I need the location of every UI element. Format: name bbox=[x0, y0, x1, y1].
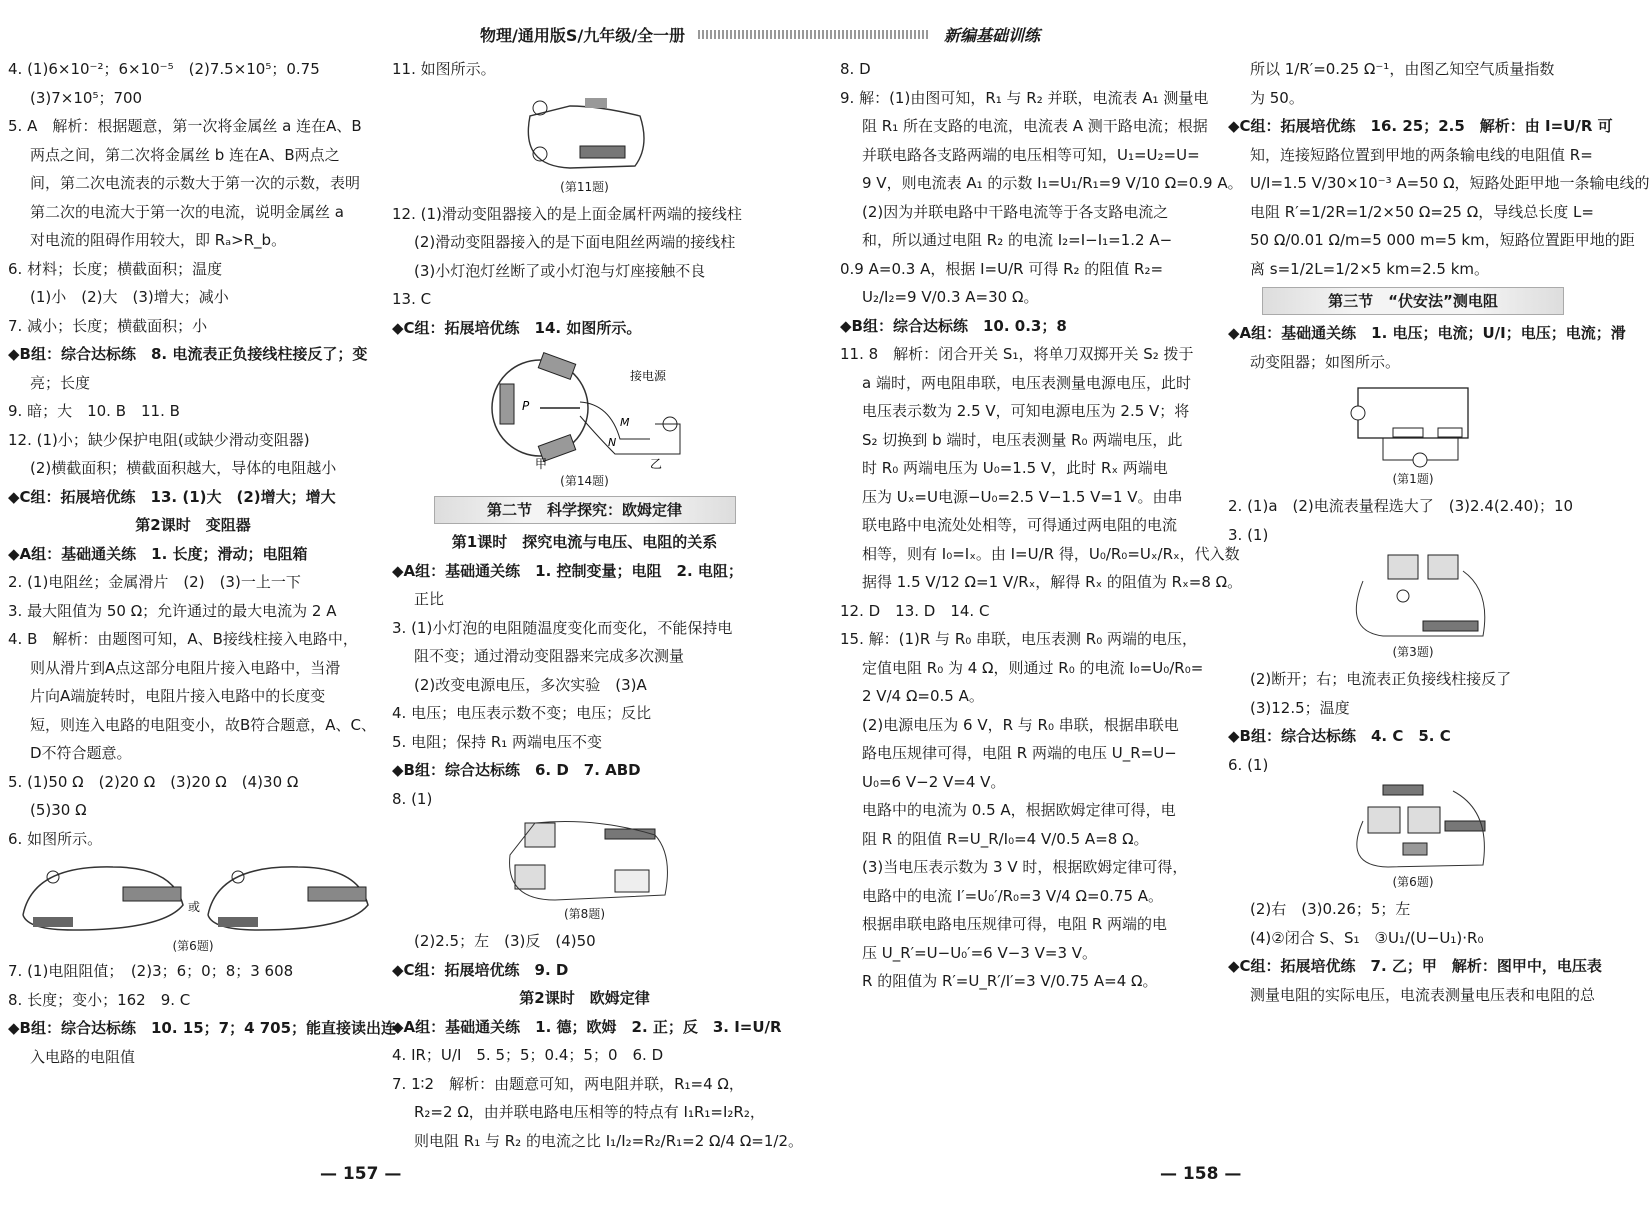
answer-line: 正比 bbox=[414, 590, 445, 608]
answer-line: 7. 减小；长度；横截面积；小 bbox=[8, 316, 208, 335]
answer-line: 定值电阻 R₀ 为 4 Ω，则通过 R₀ 的电流 I₀=U₀/R₀= bbox=[862, 658, 1204, 677]
answer-line: 7. (1)电阻阻值； (2)3；6；0；8；3 608 bbox=[8, 962, 294, 980]
answer-line: ◆B组：综合达标练 10. 15；7；4 705；能直接读出连 bbox=[8, 1019, 397, 1037]
answer-line: 所以 1/R′=0.25 Ω⁻¹，由图乙知空气质量指数 bbox=[1250, 60, 1555, 78]
answer-line: 间，第二次电流表的示数大于第一次的示数，表明 bbox=[30, 174, 361, 192]
answer-line: ◆A组：基础通关练 1. 长度；滑动；电阻箱 bbox=[8, 544, 308, 563]
answer-line: 据得 1.5 V/12 Ω=1 V/Rₓ，解得 Rₓ 的阻值为 Rₓ=8 Ω。 bbox=[862, 573, 1243, 591]
figure-6b-drawing bbox=[1333, 781, 1493, 873]
answer-line: 并联电路各支路两端的电压相等可知，U₁=U₂=U= bbox=[862, 145, 1200, 164]
column-1 bbox=[8, 55, 397, 1071]
answer-line: (3)12.5；温度 bbox=[1250, 698, 1350, 717]
answer-line: 和，所以通过电阻 R₂ 的电流 I₂=I−I₁=1.2 A− bbox=[862, 231, 1173, 249]
answer-line: ◆B组：综合达标练 8. 电流表正负接线柱接反了；变 bbox=[8, 345, 368, 363]
answer-line: R 的阻值为 R′=U_R′/I′=3 V/0.75 A=4 Ω。 bbox=[862, 972, 1158, 990]
figure-6b-caption: (第6题) bbox=[1392, 875, 1434, 889]
answer-line: 12. (1)滑动变阻器接入的是上面金属杆两端的接线柱 bbox=[392, 204, 742, 223]
answer-line: 8. D bbox=[840, 60, 871, 78]
answer-line: 2. (1)a (2)电流表量程选大了 (3)2.4(2.40)；10 bbox=[1228, 497, 1574, 515]
answer-line: 为 50。 bbox=[1250, 88, 1304, 107]
point-m-label: M bbox=[619, 416, 629, 429]
figure-1-caption: (第1题) bbox=[1392, 472, 1434, 486]
answer-line: 5. 电阻；保持 R₁ 两端电压不变 bbox=[392, 732, 603, 751]
or-label: 或 bbox=[188, 900, 201, 914]
answer-line: U₂/I₂=9 V/0.3 A=30 Ω。 bbox=[862, 288, 1039, 306]
figure-14-caption: (第14题) bbox=[560, 474, 609, 488]
answer-line: 4. IR；U/I 5. 5；5；0.4；5；0 6. D bbox=[392, 1046, 664, 1064]
figure-8-drawing bbox=[495, 815, 675, 905]
answer-line: 3. (1)小灯泡的电阻随温度变化而变化，不能保持电 bbox=[392, 618, 733, 637]
answer-line: 电路中的电流 I′=U₀′/R₀=3 V/4 Ω=0.75 A。 bbox=[862, 886, 1164, 905]
header-book-title: 物理/通用版S/九年级/全一册 bbox=[480, 26, 686, 45]
answer-line: (3)7×10⁵；700 bbox=[30, 88, 143, 107]
answer-line: (2)因为并联电路中干路电流等于各支路电流之 bbox=[862, 202, 1169, 221]
answer-line: 8. (1) bbox=[392, 789, 433, 808]
answer-line: (4)②闭合 S、S₁ ③U₁/(U−U₁)·R₀ bbox=[1250, 928, 1484, 947]
part-yi-label: 乙 bbox=[649, 457, 662, 471]
figure-11 bbox=[392, 86, 777, 198]
answer-line: 时 R₀ 两端电压为 U₀=1.5 V，此时 Rₓ 两端电 bbox=[862, 459, 1168, 477]
answer-line: 6. 如图所示。 bbox=[8, 829, 103, 848]
section-3-banner: 第三节 “伏安法”测电阻 bbox=[1262, 287, 1564, 315]
answer-line: ◆C组：拓展培优练 9. D bbox=[392, 960, 569, 979]
answer-line: 5. (1)50 Ω (2)20 Ω (3)20 Ω (4)30 Ω bbox=[8, 772, 299, 791]
answer-line: U/I=1.5 V/30×10⁻³ A=50 Ω，短路处距甲地一条输电线的 bbox=[1250, 174, 1650, 192]
answer-line: 15. 解：(1)R 与 R₀ 串联，电压表测 R₀ 两端的电压， bbox=[840, 630, 1198, 648]
figure-3-caption: (第3题) bbox=[1392, 645, 1434, 659]
answer-line: 4. (1)6×10⁻²；6×10⁻⁵ (2)7.5×10⁵；0.75 bbox=[8, 60, 320, 78]
answer-line: 5. A 解析：根据题意，第一次将金属丝 a 连在A、B bbox=[8, 117, 362, 135]
answer-line: 压为 Uₓ=U电源−U₀=2.5 V−1.5 V=1 V。由串 bbox=[862, 487, 1183, 506]
figure-11-caption: (第11题) bbox=[560, 179, 609, 194]
answer-line: 则电阻 R₁ 与 R₂ 的电流之比 I₁/I₂=R₂/R₁=2 Ω/4 Ω=1/2。 bbox=[414, 1131, 804, 1150]
answer-line: 3. (1) bbox=[1228, 525, 1269, 544]
figure-1 bbox=[1228, 378, 1598, 490]
answer-line: 6. 材料；长度；横截面积；温度 bbox=[8, 259, 223, 278]
answer-line: (2)电源电压为 6 V，R 与 R₀ 串联，根据串联电 bbox=[862, 715, 1179, 734]
answer-line: 入电路的电阻值 bbox=[30, 1047, 136, 1066]
answer-line: R₂=2 Ω，由并联电路电压相等的特点有 I₁R₁=I₂R₂， bbox=[414, 1103, 765, 1121]
answer-line: ◆B组：综合达标练 4. C 5. C bbox=[1228, 727, 1451, 745]
answer-line: ◆B组：综合达标练 10. 0.3；8 bbox=[840, 316, 1067, 335]
column-4 bbox=[1228, 55, 1650, 1009]
answer-line: a 端时，两电阻串联，电压表测量电源电压，此时 bbox=[862, 373, 1191, 392]
figure-11-drawing bbox=[510, 86, 660, 178]
answer-line: 知，连接短路位置到甲地的两条输电线的电阻值 R= bbox=[1250, 145, 1593, 164]
answer-line: 6. (1) bbox=[1228, 755, 1269, 774]
column-3 bbox=[840, 55, 1243, 996]
answer-line: (1)小 (2)大 (3)增大；减小 bbox=[30, 288, 229, 306]
figure-6 bbox=[8, 855, 378, 955]
point-n-label: N bbox=[607, 436, 616, 449]
answer-line: S₂ 切换到 b 端时，电压表测量 R₀ 两端电压，此 bbox=[862, 430, 1183, 449]
header-divider bbox=[698, 30, 928, 39]
answer-line: 根据串联电路电压规律可得，电阻 R 两端的电 bbox=[862, 915, 1167, 933]
answer-line: ◆C组：拓展培优练 13. (1)大 (2)增大；增大 bbox=[8, 487, 336, 506]
answer-line: 动变阻器；如图所示。 bbox=[1250, 352, 1401, 371]
answer-line: 路电压规律可得，电阻 R 两端的电压 U_R=U− bbox=[862, 744, 1177, 762]
answer-line: 亮；长度 bbox=[30, 373, 91, 392]
part-jia-label: 甲 bbox=[534, 457, 547, 471]
answer-line: 4. B 解析：由题图可知，A、B接线柱接入电路中， bbox=[8, 630, 358, 648]
answer-line: 第2课时 变阻器 bbox=[135, 516, 251, 534]
answer-line: 离 s=1/2L=1/2×5 km=2.5 km。 bbox=[1250, 259, 1490, 278]
answer-line: 9 V，则电流表 A₁ 的示数 I₁=U₁/R₁=9 V/10 Ω=0.9 A。 bbox=[862, 174, 1243, 192]
answer-line: 电阻 R′=1/2R=1/2×50 Ω=25 Ω，导线总长度 L= bbox=[1250, 202, 1594, 221]
answer-line: 2. (1)电阻丝；金属滑片 (2) (3)一上一下 bbox=[8, 573, 301, 591]
answer-line: 9. 暗；大 10. B 11. B bbox=[8, 402, 180, 420]
power-label: 接电源 bbox=[629, 369, 666, 383]
answer-line: (5)30 Ω bbox=[30, 801, 87, 819]
answer-line: 则从滑片到A点这部分电阻片接入电路中，当滑 bbox=[30, 658, 341, 677]
answer-line: 电路中的电流为 0.5 A，根据欧姆定律可得，电 bbox=[862, 801, 1176, 819]
answer-line: 对电流的阻碍作用较大，即 Rₐ>R_b。 bbox=[30, 231, 287, 249]
answer-line: 阻不变；通过滑动变阻器来完成多次测量 bbox=[414, 647, 685, 665]
answer-line: (2)改变电源电压，多次实验 (3)A bbox=[414, 675, 647, 694]
answer-line: ◆B组：综合达标练 6. D 7. ABD bbox=[392, 761, 641, 779]
answer-line: 50 Ω/0.01 Ω/m=5 000 m=5 km，短路位置距甲地的距 bbox=[1250, 231, 1635, 249]
answer-line: 12. (1)小；缺少保护电阻(或缺少滑动变阻器) bbox=[8, 430, 310, 449]
answer-line: ◆C组：拓展培优练 16. 25；2.5 解析：由 I=U/R 可 bbox=[1228, 117, 1613, 135]
answer-line: 11. 如图所示。 bbox=[392, 60, 496, 78]
answer-line: 片向A端旋转时，电阻片接入电路中的长度变 bbox=[30, 687, 326, 705]
answer-line: 2 V/4 Ω=0.5 A。 bbox=[862, 687, 984, 705]
answer-line: (2)右 (3)0.26；5；左 bbox=[1250, 900, 1411, 918]
slider-p-label: P bbox=[521, 399, 529, 413]
figure-8 bbox=[392, 815, 777, 925]
answer-line: 短，则连入电路的电阻变小，故B符合题意，A、C、 bbox=[30, 715, 377, 734]
figure-6b bbox=[1228, 781, 1598, 893]
answer-line: 联电路中电流处处相等，可得通过两电阻的电流 bbox=[862, 516, 1178, 534]
answer-line: 8. 长度；变小；162 9. C bbox=[8, 990, 191, 1009]
answer-line: (2)滑动变阻器接入的是下面电阻丝两端的接线柱 bbox=[414, 233, 736, 251]
answer-line: 11. 8 解析：闭合开关 S₁，将单刀双掷开关 S₂ 拨于 bbox=[840, 345, 1194, 363]
answer-line: (3)当电压表示数为 3 V 时，根据欧姆定律可得， bbox=[862, 858, 1188, 876]
figure-6-caption: (第6题) bbox=[172, 939, 214, 953]
answer-line: 阻 R₁ 所在支路的电流，电流表 A 测干路电流；根据 bbox=[862, 117, 1208, 135]
answer-line: 相等，则有 I₀=Iₓ。由 I=U/R 得，U₀/R₀=Uₓ/Rₓ，代入数 bbox=[862, 544, 1240, 563]
answer-line: 压 U_R′=U−U₀′=6 V−3 V=3 V。 bbox=[862, 943, 1098, 962]
figure-3 bbox=[1228, 551, 1598, 663]
header-series: 新编基础训练 bbox=[943, 26, 1040, 45]
answer-line: 测量电阻的实际电压，电流表测量电压表和电阻的总 bbox=[1250, 985, 1596, 1004]
section-2-banner: 第二节 科学探究：欧姆定律 bbox=[434, 496, 736, 524]
page-number-left: — 157 — bbox=[320, 1164, 402, 1184]
figure-6-drawing bbox=[13, 855, 373, 937]
answer-line: 9. 解：(1)由图可知，R₁ 与 R₂ 并联，电流表 A₁ 测量电 bbox=[840, 88, 1209, 107]
answer-line: (2)2.5；左 (3)反 (4)50 bbox=[414, 932, 596, 950]
answer-line: U₀=6 V−2 V=4 V。 bbox=[862, 772, 1006, 791]
answer-line: ◆A组：基础通关练 1. 控制变量；电阻 2. 电阻； bbox=[392, 561, 743, 580]
answer-line: ◆A组：基础通关练 1. 电压；电流；U/I；电压；电流；滑 bbox=[1228, 324, 1626, 342]
figure-14 bbox=[392, 344, 777, 492]
answer-line: D不符合题意。 bbox=[30, 744, 132, 762]
answer-line: (2)断开；右；电流表正负接线柱接反了 bbox=[1250, 670, 1512, 688]
page-header bbox=[480, 20, 1040, 46]
answer-line: (2)横截面积；横截面积越大，导体的电阻越小 bbox=[30, 459, 337, 477]
answer-line: 7. 1∶2 解析：由题意可知，两电阻并联，R₁=4 Ω， bbox=[392, 1074, 744, 1093]
answer-line: 第二次的电流大于第一次的电流，说明金属丝 a bbox=[30, 202, 344, 221]
page-number-right: — 158 — bbox=[1160, 1164, 1242, 1184]
answer-line: 两点之间，第二次将金属丝 b 连在A、B两点之 bbox=[30, 145, 340, 164]
figure-3-drawing bbox=[1333, 551, 1493, 643]
answer-line: 第1课时 探究电流与电压、电阻的关系 bbox=[451, 533, 718, 551]
answer-line: 第2课时 欧姆定律 bbox=[519, 989, 650, 1007]
answer-line: 电压表示数为 2.5 V，可知电源电压为 2.5 V；将 bbox=[862, 402, 1190, 420]
answer-line: 12. D 13. D 14. C bbox=[840, 601, 990, 620]
column-2 bbox=[392, 55, 804, 1155]
answer-line: 4. 电压；电压表示数不变；电压；反比 bbox=[392, 704, 652, 722]
answer-line: 3. 最大阻值为 50 Ω；允许通过的最大电流为 2 A bbox=[8, 601, 337, 620]
answer-line: 阻 R 的阻值 R=U_R/I₀=4 V/0.5 A=8 Ω。 bbox=[862, 829, 1149, 848]
answer-line: 0.9 A=0.3 A，根据 I=U/R 可得 R₂ 的阻值 R₂= bbox=[840, 259, 1164, 278]
answer-line: (3)小灯泡灯丝断了或小灯泡与灯座接触不良 bbox=[414, 261, 706, 280]
answer-line: ◆A组：基础通关练 1. 德；欧姆 2. 正；反 3. I=U/R bbox=[392, 1017, 782, 1036]
figure-1-drawing bbox=[1338, 378, 1488, 470]
answer-line: ◆C组：拓展培优练 7. 乙；甲 解析：图甲中，电压表 bbox=[1228, 957, 1602, 975]
figure-14-drawing bbox=[480, 344, 690, 472]
answer-line: 13. C bbox=[392, 290, 432, 308]
figure-8-caption: (第8题) bbox=[564, 907, 605, 921]
answer-line: ◆C组：拓展培优练 14. 如图所示。 bbox=[392, 318, 642, 337]
